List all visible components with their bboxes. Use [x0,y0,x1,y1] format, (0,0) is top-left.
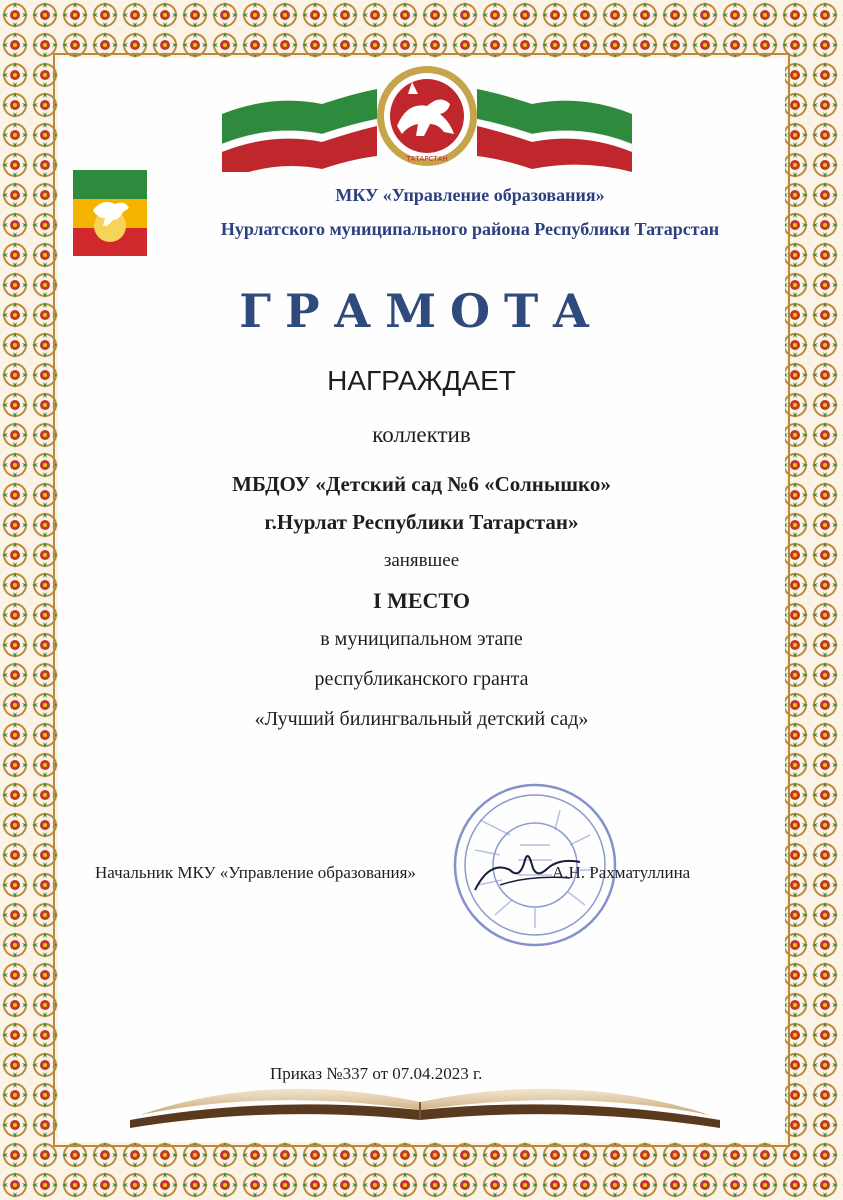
institution-name: МБДОУ «Детский сад №6 «Солнышко» [232,472,611,496]
certificate-title: ГРАМОТА [239,284,604,338]
description-line-3: «Лучший билингвальный детский сад» [254,708,589,730]
signatory-name: А.Н. Рахматуллина [552,863,691,882]
institution-location: г.Нурлат Республики Татарстан» [264,510,579,534]
tatarstan-emblem-icon [212,64,642,172]
place-text: I МЕСТО [373,588,470,613]
took-text: занявшее [383,550,460,571]
description-line-2: республиканского гранта [314,668,529,690]
organization-district: Нурлатского муниципального района Республики Татарстан [220,219,720,239]
description-line-1: в муниципальном этапе [320,628,523,650]
recipient-type: коллектив [372,422,471,447]
open-book-icon [120,1040,730,1135]
order-reference: Приказ №337 от 07.04.2023 г. [270,1064,483,1083]
organization-name: МКУ «Управление образования» [335,185,605,205]
svg-text:ТАТАРСТАН: ТАТАРСТАН [406,155,448,163]
awards-text: НАГРАЖДАЕТ [327,365,516,396]
district-coat-of-arms-icon [73,170,147,256]
signatory-position: Начальник МКУ «Управление образования» [95,863,416,882]
